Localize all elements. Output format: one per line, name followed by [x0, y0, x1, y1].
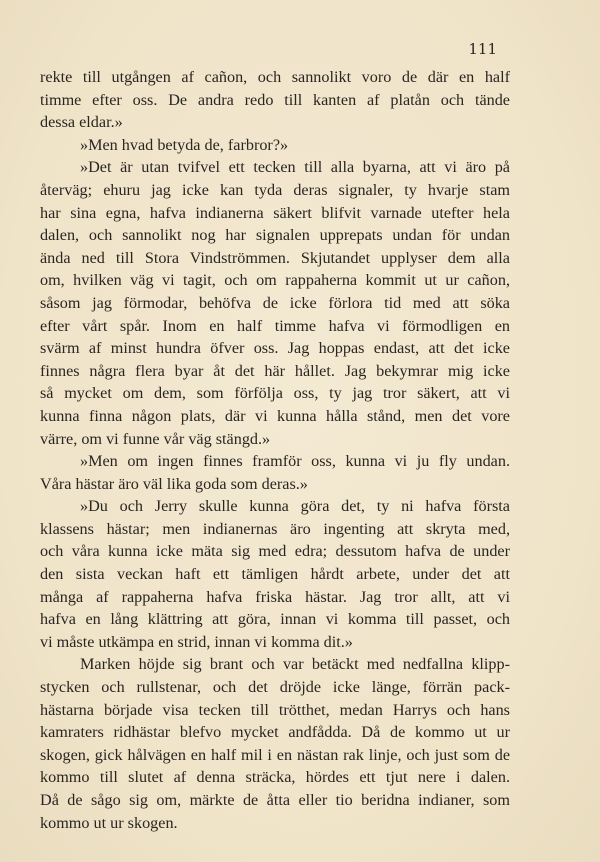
text-line: så mycket om dem, som förfölja oss, ty jag tror säkert, att vi [40, 384, 510, 403]
text-line: såsom jag förmodar, behöfva de icke förlora tid med att söka [40, 293, 510, 312]
text-line: »Men hvad betyda de, farbror?» [80, 135, 289, 154]
text-line: om, hvilken väg vi tagit, och om rappaherna kommit ut ur cañon, [40, 271, 510, 290]
text-line: kunna finna någon plats, där vi kunna hålla stånd, men det vore [40, 406, 510, 425]
text-line: »Du och Jerry skulle kunna göra det, ty ni hafva första [80, 497, 510, 516]
text-line: ända ned till Stora Vindströmmen. Skjutandet upplyser dem alla [40, 248, 510, 267]
text-line: vi måste utkämpa en strid, innan vi komma dit.» [40, 632, 353, 651]
text-line: kommo ut ur skogen. [40, 813, 178, 832]
text-line: värre, om vi funne vår väg stängd.» [40, 429, 271, 448]
text-line: har sina egna, hafva indianerna säkert blifvit varnade utefter hela [40, 203, 510, 222]
text-line: klassens hästar; men indianernas äro ingenting att skryta med, [40, 519, 510, 538]
text-line: »Det är utan tvifvel ett tecken till alla byarna, att vi äro på [80, 158, 510, 177]
text-line: timme efter oss. De andra redo till kanten af platån och tände [40, 90, 510, 109]
text-line: Marken höjde sig brant och var betäckt med nedfallna klipp- [80, 655, 510, 674]
text-line: många af rappaherna hafva friska hästar. Jag tror allt, att vi [40, 587, 510, 606]
text-line: och våra kunna icke mäta sig med edra; dessutom hafva de under [40, 542, 510, 561]
text-line: återväg; ehuru jag icke kan tyda deras signaler, ty hvarje stam [40, 180, 510, 199]
text-line: skogen, gick hålvägen en half mil i en nästan rak linje, och just som de [40, 745, 510, 764]
text-line: finnes några flera byar åt det här hållet. Jag bekymrar mig icke [40, 361, 510, 380]
text-line: dalen, och sannolikt nog har signalen upprepats undan för undan [40, 226, 510, 245]
text-line: efter vårt spår. Inom en half timme hafva vi förmodligen en [40, 316, 510, 335]
text-line: dessa eldar.» [40, 113, 123, 132]
text-line: hästarna började visa tecken till trötthet, medan Harrys och hans [40, 700, 510, 719]
text-line: den sista veckan haft ett tämligen hårdt arbete, under det att [40, 565, 510, 584]
body-text [40, 66, 510, 834]
text-line: rekte till utgången af cañon, och sannolikt voro de där en half [40, 68, 510, 86]
text-line: svärm af minst hundra öfver oss. Jag hoppas endast, att det icke [40, 339, 510, 358]
text-line: kommo till slutet af denna sträcka, hördes ett tjut nere i dalen. [40, 768, 510, 787]
text-line: kamraters ridhästar blefvo mycket andfådda. Då de kommo ut ur [40, 723, 510, 742]
text-line: stycken och rullstenar, och det dröjde icke länge, förrän pack- [40, 678, 510, 697]
page-number: 111 [468, 40, 497, 58]
text-line: »Men om ingen finnes framför oss, kunna vi ju fly undan. [80, 452, 510, 471]
text-line: Våra hästar äro väl lika goda som deras.» [40, 474, 308, 493]
text-line: Då de sågo sig om, märkte de åtta eller tio beridna indianer, som [40, 791, 510, 809]
text-line: hafva en lång klättring att göra, innan vi komma till passet, och [40, 610, 510, 629]
